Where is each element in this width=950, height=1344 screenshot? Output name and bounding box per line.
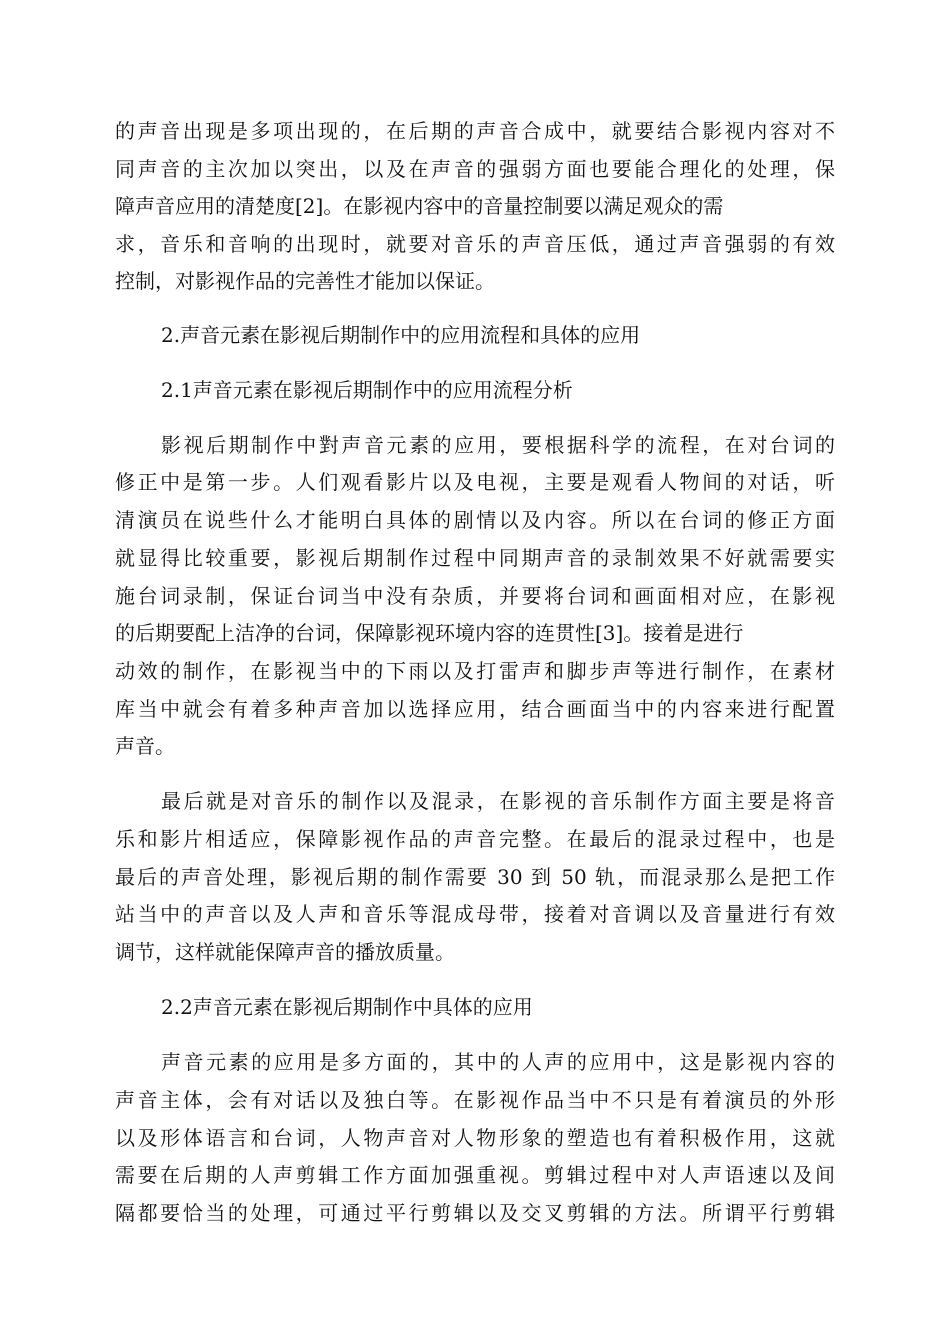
paragraph-1-line-3: 障声音应用的清楚度[2]。在影视内容中的音量控制要以满足观众的需 [115, 194, 724, 218]
paragraph-4-line-5: 隔都要恰当的处理，可通过平行剪辑以及交叉剪辑的方法。所谓平行剪辑 [115, 1201, 835, 1225]
paragraph-2-line-7: 动效的制作，在影视当中的下雨以及打雷声和脚步声等进行制作，在素材 [115, 659, 835, 683]
paragraph-3-line-4: 站当中的声音以及人声和音乐等混成母带，接着对音调以及音量进行有效 [115, 902, 835, 926]
paragraph-2-line-5: 施台词录制，保证台词当中没有杂质，并要将台词和画面相对应，在影视 [115, 584, 835, 608]
paragraph-2-line-1: 影视后期制作中對声音元素的应用，要根据科学的流程，在对台词的 [161, 433, 835, 457]
paragraph-2-line-3: 清演员在说些什么才能明白具体的剧情以及内容。所以在台词的修正方面 [115, 508, 835, 532]
section-heading-2-1: 2.1声音元素在影视后期制作中的应用流程分析 [161, 378, 573, 402]
paragraph-4-line-2: 声音主体，会有对话以及独白等。在影视作品当中不只是有着演员的外形 [115, 1088, 835, 1112]
paragraph-3-line-1: 最后就是对音乐的制作以及混录，在影视的音乐制作方面主要是将音 [161, 789, 835, 813]
paragraph-1-line-5: 控制，对影视作品的完善性才能加以保证。 [115, 269, 495, 293]
paragraph-3-line-3: 最后的声音处理，影视后期的制作需要 30 到 50 轨，而混录那么是把工作 [115, 865, 835, 889]
paragraph-2-line-6: 的后期要配上洁净的台词，保障影视环境内容的连贯性[3]。接着是进行 [115, 621, 744, 645]
paragraph-2-line-9: 声音。 [115, 734, 175, 758]
paragraph-4-line-4: 需要在后期的人声剪辑工作方面加强重视。剪辑过程中对人声语速以及间 [115, 1163, 835, 1187]
paragraph-1-line-1: 的声音出现是多项出现的，在后期的声音合成中，就要结合影视内容对不 [115, 119, 835, 143]
paragraph-3-line-2: 乐和影片相适应，保障影视作品的声音完整。在最后的混录过程中，也是 [115, 827, 835, 851]
paragraph-1-line-4: 求，音乐和音响的出现时，就要对音乐的声音压低，通过声音强弱的有效 [115, 232, 835, 256]
section-heading-2: 2.声音元素在影视后期制作中的应用流程和具体的应用 [161, 323, 641, 347]
paragraph-3-line-5: 调节，这样就能保障声音的播放质量。 [115, 940, 455, 964]
paragraph-2-line-2: 修正中是第一步。人们观看影片以及电视，主要是观看人物间的对话，听 [115, 470, 835, 494]
paragraph-2-line-8: 库当中就会有着多种声音加以选择应用，结合画面当中的内容来进行配置 [115, 697, 835, 721]
paragraph-4-line-1: 声音元素的应用是多方面的，其中的人声的应用中，这是影视内容的 [161, 1050, 835, 1074]
section-heading-2-2: 2.2声音元素在影视后期制作中具体的应用 [161, 995, 533, 1019]
paragraph-4-line-3: 以及形体语言和台词，人物声音对人物形象的塑造也有着积极作用，这就 [115, 1126, 835, 1150]
paragraph-1-line-2: 同声音的主次加以突出，以及在声音的强弱方面也要能合理化的处理，保 [115, 157, 835, 181]
paragraph-2-line-4: 就显得比较重要，影视后期制作过程中同期声音的录制效果不好就需要实 [115, 546, 835, 570]
